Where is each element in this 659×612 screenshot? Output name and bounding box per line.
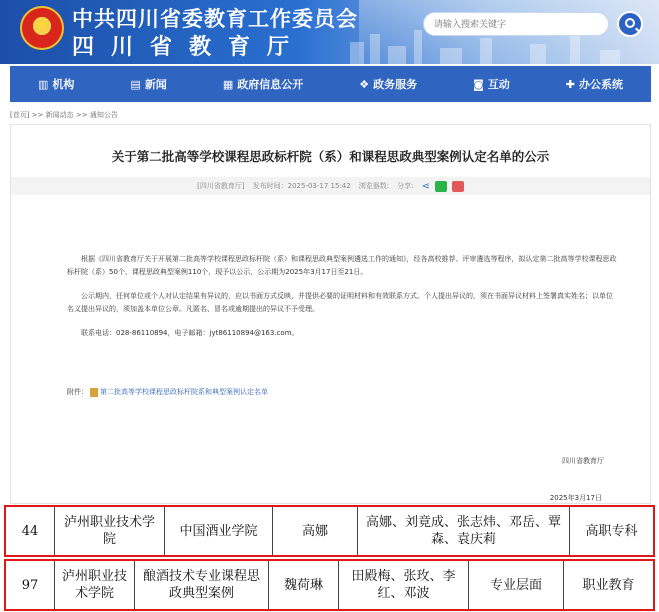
file-icon [90, 388, 98, 397]
share-buttons [421, 181, 463, 192]
table-row [4, 505, 655, 557]
signature-org: 四川省教育厅 [562, 457, 604, 465]
service-icon: ❖ [359, 77, 370, 91]
article-meta [11, 177, 650, 195]
nav-item-office[interactable]: ✚ 办公系统 [565, 77, 623, 91]
row-level: 专业层面 [468, 561, 563, 609]
site-header [0, 0, 659, 64]
nav-item-services[interactable]: ❖ 政务服务 [359, 77, 418, 91]
nav-item-gov-info[interactable]: ▦ 政府信息公开 [222, 77, 304, 91]
row-lead: 魏荷琳 [268, 561, 338, 609]
row-no: 97 [21, 577, 39, 593]
paragraph: 根据《四川省教育厅关于开展第二批高等学校课程思政标杆院（系）和课程思政典型案例遴选工作的通知》，经各高校推荐、评审遴选等程序，拟认定第二批高等学校课程思政标杆院（系）50个、课程思政典型案例110个，现予以公示，公示期为2025年3月17日至21日。 [67, 255, 617, 276]
site-subtitle: 四川省教育厅 [72, 34, 307, 60]
attachment: 附件： 第二批高等学校课程思政标杆院系和典型案例认定名单 [67, 388, 268, 396]
site-title: 中共四川省委教育工作委员会 [72, 6, 358, 31]
row-no: 44 [21, 523, 39, 539]
row-name: 中国酒业学院 [164, 507, 272, 555]
row-members: 高娜、刘竟成、张志炜、邓岳、覃森、袁庆莉 [357, 507, 569, 555]
paragraph: 公示期内，任何单位或个人对认定结果有异议的，应以书面方式反映，并提供必要的证明材料和有效联系方式。个人提出异议的，须在书面异议材料上签署真实姓名；以单位名义提出异议的，须加盖本单位公章。凡匿名、冒名或逾期提出的异议不予受理。 [67, 292, 613, 313]
paragraph: 联系电话：028-86110894，电子邮箱：jyt86110894@163.com。 [81, 329, 299, 337]
share-icon[interactable]: ⋖ [421, 180, 430, 192]
document-icon: ▦ [222, 77, 234, 91]
row-lead: 高娜 [272, 507, 357, 555]
weibo-icon[interactable] [452, 181, 464, 192]
article-published: 发布时间：2025-03-17 15:42 [252, 182, 351, 190]
search-icon [625, 18, 635, 28]
row-school: 泸州职业技术学院 [54, 561, 134, 609]
row-category: 高职专科 [569, 507, 653, 555]
row-category: 职业教育 [563, 561, 653, 609]
chat-icon: ◙ [473, 77, 484, 91]
article-panel [10, 124, 651, 504]
breadcrumb[interactable]: [首页] >> 新闻动态 >> 通知公告 [10, 111, 118, 119]
nav-item-news[interactable]: ▤ 新闻 [130, 77, 167, 91]
nav-item-interact[interactable]: ◙ 互动 [473, 77, 510, 91]
search-button[interactable] [617, 11, 643, 37]
attachment-link[interactable]: 第二批高等学校课程思政标杆院系和典型案例认定名单 [100, 388, 268, 396]
article-title: 关于第二批高等学校课程思政标杆院（系）和课程思政典型案例认定名单的公示 [111, 149, 550, 164]
share-label: 分享: [397, 182, 414, 190]
article-body [67, 253, 619, 351]
article-browse: 浏览器数: [358, 182, 390, 190]
news-icon: ▤ [130, 77, 141, 91]
table-row [4, 559, 655, 611]
signature-date: 2025年3月17日 [549, 494, 602, 502]
row-name: 酿酒技术专业课程思政典型案例 [134, 561, 268, 609]
row-members: 田殿梅、张玫、李红、邓波 [338, 561, 468, 609]
article-source: [四川省教育厅] [197, 182, 245, 190]
nav-item-org[interactable]: ▥ 机构 [38, 77, 75, 91]
wechat-icon[interactable] [435, 181, 447, 192]
national-emblem-icon [20, 6, 64, 50]
building-icon: ▥ [38, 77, 49, 91]
search-input[interactable] [423, 12, 609, 36]
main-nav [10, 66, 651, 102]
row-school: 泸州职业技术学院 [54, 507, 164, 555]
system-icon: ✚ [565, 77, 575, 91]
